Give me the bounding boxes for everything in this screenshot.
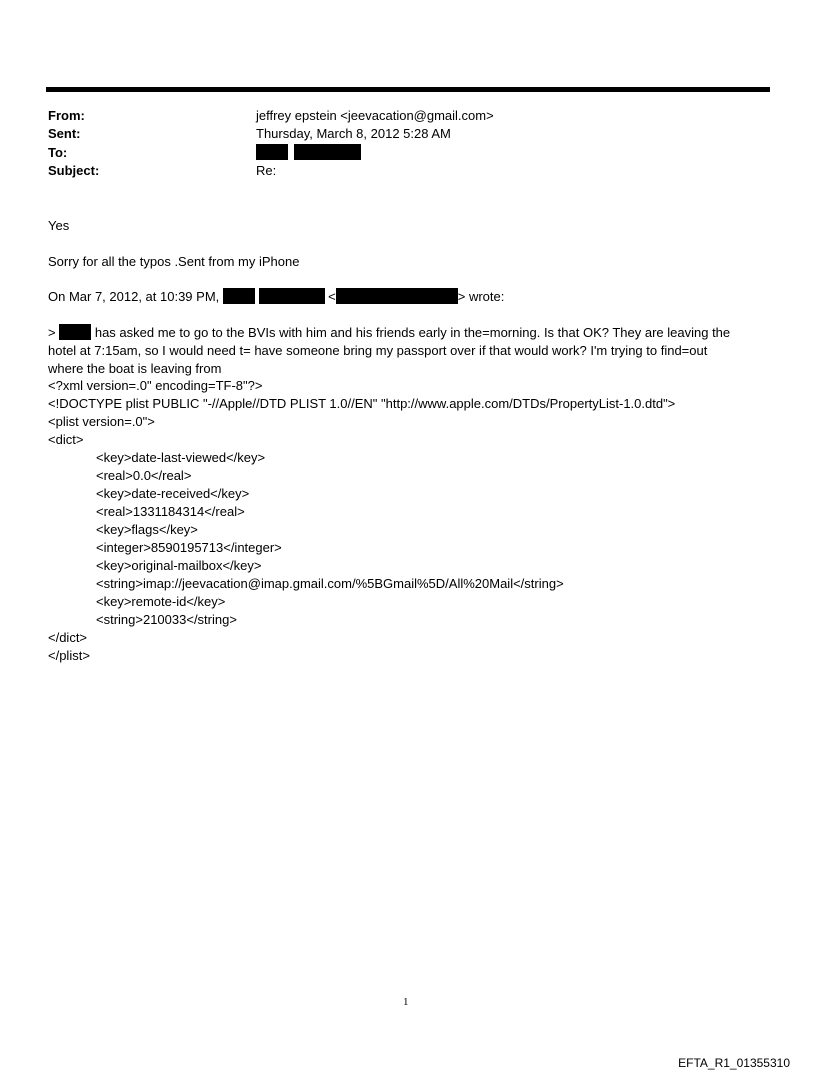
sent-label: Sent:: [48, 126, 81, 141]
bates-number: EFTA_R1_01355310: [678, 1056, 790, 1070]
redaction-box: [336, 288, 458, 304]
plist-line: <key>original-mailbox</key>: [96, 558, 262, 573]
plist-line: <real>1331184314</real>: [96, 504, 245, 519]
to-label: To:: [48, 145, 68, 160]
quote-intro-lt: <: [328, 289, 336, 304]
plist-line: <key>flags</key>: [96, 522, 198, 537]
plist-line: <integer>8590195713</integer>: [96, 540, 282, 555]
signature-text: Sorry for all the typos .Sent from my iPhone: [48, 254, 300, 269]
redaction-box: [223, 288, 255, 304]
redaction-box: [256, 144, 288, 160]
subject-value: Re:: [256, 163, 277, 178]
plist-line: <!DOCTYPE plist PUBLIC "-//Apple//DTD PLIST 1.0//EN" "http://www.apple.com/DTDs/PropertyList-1.0.dtd">: [48, 396, 676, 411]
reply-text: Yes: [48, 218, 70, 233]
plist-line: </dict>: [48, 630, 88, 645]
plist-line: <dict>: [48, 432, 84, 447]
plist-line: <?xml version=.0" encoding=TF-8"?>: [48, 378, 263, 393]
plist-line: <key>date-last-viewed</key>: [96, 450, 266, 465]
plist-line: <string>210033</string>: [96, 612, 237, 627]
plist-line: </plist>: [48, 648, 90, 663]
plist-line: <real>0.0</real>: [96, 468, 192, 483]
quote-line-3: where the boat is leaving from: [48, 361, 222, 376]
from-label: From:: [48, 108, 85, 123]
plist-line: <plist version=.0">: [48, 414, 155, 429]
from-value: jeffrey epstein <jeevacation@gmail.com>: [256, 108, 494, 123]
header-rule: [46, 87, 770, 92]
quote-line-1: [48, 324, 730, 342]
quote-line-1-text: has asked me to go to the BVIs with him and his friends early in the=morning. Is that OK? They are leaving the: [94, 325, 731, 340]
quote-line-2: hotel at 7:15am, so I would need t= have someone bring my passport over if that would work? I'm trying to find=out: [48, 343, 708, 358]
redaction-box: [294, 144, 361, 160]
quote-intro-end: > wrote:: [457, 289, 505, 304]
subject-label: Subject:: [48, 163, 100, 178]
quote-marker: >: [48, 325, 56, 340]
redaction-box: [59, 324, 91, 340]
redaction-box: [259, 288, 325, 304]
quote-intro: [48, 288, 504, 306]
quote-intro-start: On Mar 7, 2012, at 10:39 PM,: [48, 289, 220, 304]
page-number: 1: [403, 996, 409, 1008]
plist-line: <key>date-received</key>: [96, 486, 250, 501]
sent-value: Thursday, March 8, 2012 5:28 AM: [256, 126, 451, 141]
plist-line: <string>imap://jeevacation@imap.gmail.com/%5BGmail%5D/All%20Mail</string>: [96, 576, 564, 591]
to-value-redacted: [256, 144, 361, 160]
plist-line: <key>remote-id</key>: [96, 594, 226, 609]
